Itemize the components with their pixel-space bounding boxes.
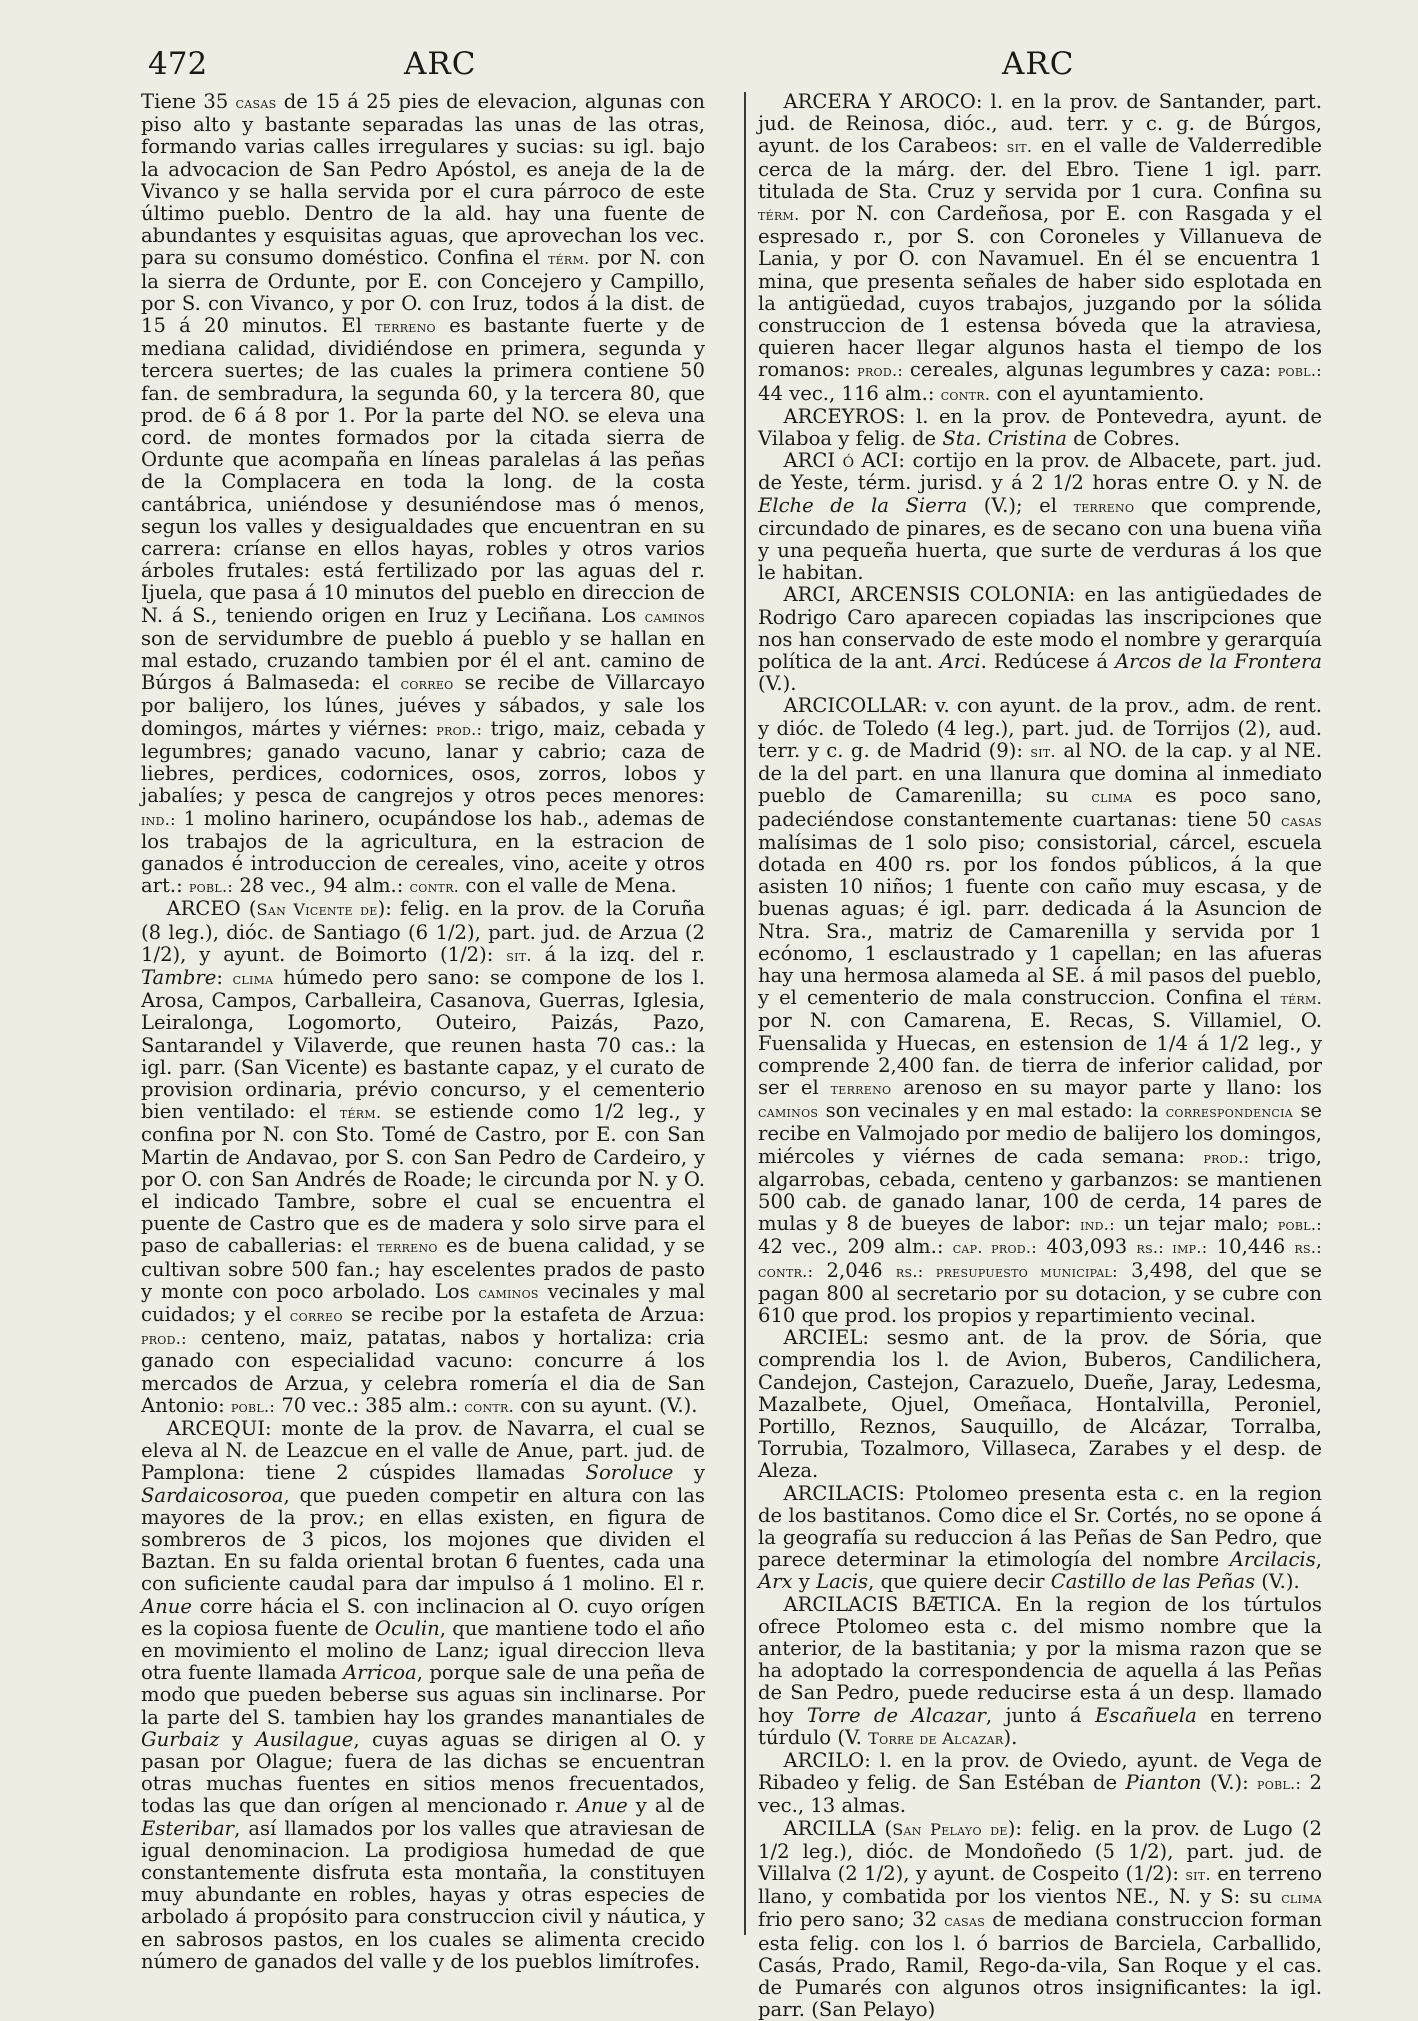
entry-arciel (758, 1327, 1322, 1482)
entry-text: : l. en la prov. de Santander, part. jud. de Reinosa, dióc., aud. terr. y c. g. de Búrgos, ayunt. de los Carabeos: (758, 90, 1323, 158)
entry-text: , (1315, 1548, 1322, 1572)
entry-text: Oculin (374, 1616, 440, 1640)
entry-text: clima (1091, 787, 1133, 807)
entry-text: pobl.: (1277, 361, 1322, 381)
entry-text: caminos (478, 1282, 539, 1302)
entry-text: de 15 á 25 pies de elevacion, algunas con piso alto y bastante separadas las unas de las otras, formando varias calles irregulares y sucias: su igl. bajo la advocacion de San Pedro Apóstol, es aneja de la de Vivanco y se halla servida por el cura párroco de este último pueblo. Dentro de la ald. hay una fuente de abundantes y esquisitas aguas, que aprovechan los vec. para su consumo doméstico. Confina el (141, 90, 705, 270)
entry-text: centeno, maiz, patatas, nabos y hortaliza: cria ganado con especialidad vacuno: concurre á los mercados de Arzua, y celebra romería el dia de San Antonio: (141, 1326, 705, 1417)
entry-text: en terreno llano, y combatida por los vientos NE., N. y S: su (758, 1862, 1323, 1909)
entry-text: prod.: (141, 1329, 187, 1349)
entry-text: caminos (644, 606, 705, 626)
entry-text: 3,498, del que se pagan 800 al secretario por su dotacion, y se cubre con 610 que prod. los propios y repartimiento vecinal. (758, 1258, 1322, 1327)
entry-text: sit. (506, 945, 532, 965)
entry-arci-colonia (758, 584, 1322, 695)
entry-text: por N. con Camarena, E. Recas, S. Villamiel, O. Fuensalida y Huecas, en estension de 1/4 á 1/2 leg., y comprende 2,400 fan. de tierra de inferior calidad, por ser el (758, 1009, 1322, 1099)
entry-text: pobl.: (1257, 1774, 1302, 1794)
entry-text: se estiende como 1/2 leg., y confina por N. con Sto. Tomé de Castro, por E. con San Martin de Andavao, por S. con San Pedro de Cardeiro, y por O. con San Andrés de Roade; le circunda por N. y O. el indicado Tambre, sobre el cual se encuentra el puente de Castro que es de madera y solo sirve para el paso de caballerias: el (141, 1100, 705, 1258)
entry-text: contr. (464, 1396, 514, 1416)
entry-arcequi (141, 1418, 705, 1973)
entry-text: Sardaicosoroa (141, 1483, 284, 1507)
entry-text: Anue (141, 1594, 192, 1618)
entry-text: Torre de Alcazar (806, 1703, 986, 1727)
entry-arceyros (758, 406, 1322, 450)
entry-text: Arci (939, 650, 981, 674)
entry-text: y (219, 1727, 256, 1751)
entry-text: , cuyas aguas se dirigen al O. y pasan por Olague; fuera de las dichas se encuentran otras muchas fuentes en sitios menos frecuentados, todas las que dan orígen al mencionado r. (141, 1727, 705, 1818)
entry-text: húmedo pero sano: se compone de los l. Arosa, Campos, Carballeira, Casanova, Guerras, Iglesia, Leiralonga, Logomorto, Outeiro, Paizás, Pazo, Santarandel y Vilaverde, que reunen hasta 70 cas.: la igl. parr. (San Vicente) es bastante capaz, y el curato de provision ordinaria, prévio concurso, y el cementerio bien ventilado: el (141, 965, 705, 1124)
entry-text: , que quiere decir (868, 1570, 1051, 1594)
entry-text: Arricoa (343, 1661, 417, 1685)
entry-text: y (673, 1461, 705, 1485)
entry-text: casas (944, 1911, 986, 1931)
entry-text: 1 molino harinero, ocupándose los hab., ademas de los trabajos de la agricultura, en la estracion de ganados é introduccion de cereales, vino, aceite y otros art.: (141, 806, 705, 898)
entry-text: rs.: contr.: (758, 1238, 1323, 1281)
entry-text: ind.: (141, 809, 176, 829)
entry-text: : sesmo ant. de la prov. de Sória, que comprendia los l. de Avion, Buberos, Candilichera, Candejon, Castejon, Carazuelo, Dueñe, Jaray, Ledesma, Mazalbete, Ojuel, Omeñaca, Hontalvilla, Peroniel, Portillo, Reznos, Sauquillo, de Alcázar, Torralba, Torrubia, Tozalmoro, Villaseca, Zarabes y el desp. de Aleza. (758, 1326, 1322, 1483)
entry-text: , junto á (985, 1703, 1095, 1727)
entry-headword: ARCIEL (783, 1326, 863, 1350)
entry-text: 2 vec., 13 almas. (758, 1771, 1322, 1818)
entry-text: casas (1281, 810, 1322, 830)
right-column (758, 90, 1323, 2021)
entry-text: , así llamados por los valles que atraviesan de igual denominacion. La prodigiosa humedad de que constantemente disfruta esta montaña, la constituyen muy abundante en robles, hayas y otras especies de arbolado á propósito para construccion civil y náutica, y en sabrosos pastos, en los cuales se alimenta crecido número de ganados del valle y de los pueblos limítrofes. (141, 1816, 705, 1973)
entry-text: es de buena calidad, y se cultivan sobre 500 fan.; hay escelentes prados de pasto y monte con poco arbolado. Los (141, 1234, 705, 1303)
entry-text: : l. en la prov. de Pontevedra, ayunt. de Vilaboa y felig. de (758, 404, 1322, 451)
entry-text: . Redúcese á (980, 650, 1115, 674)
entry-text: Soroluce (585, 1461, 674, 1485)
entry-text: pobl.: (188, 877, 234, 897)
entry-text: á la izq. del r. (531, 942, 706, 966)
entry-text: terreno (830, 1078, 892, 1098)
entry-text: por N. con la sierra de Ordunte, por E. con Concejero y Campillo, por S. con Vivanco, y por O. con Iruz, todos á la dist. de 15 á 20 minutos. El (141, 246, 705, 338)
entry-text: en terreno túrdulo (V. (758, 1703, 1322, 1749)
entry-text: pobl.: (1277, 1215, 1322, 1235)
entry-text: rs.: presupuesto municipal: (895, 1261, 1118, 1281)
entry-text: casas (235, 93, 277, 112)
entry-text: con el ayuntamiento. (990, 381, 1205, 405)
entry-text: : en las antigüedades de Rodrigo Caro aparecen copiadas las inscripciones que nos han conservado de este modo el nombre y gerarquía política de la ant. (758, 583, 1323, 674)
entry-text: térm. (1280, 989, 1322, 1009)
entry-text: 70 vec.: 385 alm.: (275, 1393, 465, 1417)
entry-text: San Vicente de (256, 900, 378, 920)
entry-text: ): felig. en la prov. de la Coruña (8 leg.), dióc. de Santiago (6 1/2), part. jud. de Arzua (2 1/2), y ayunt. de Boimorto (1/2): (141, 897, 706, 966)
entry-text: con el valle de Mena. (459, 874, 677, 898)
entry-arcilacis (758, 1483, 1322, 1594)
entry-text: se recibe por la estafeta de Arzua: (342, 1302, 706, 1326)
entry-text: Gurbaiz (141, 1727, 220, 1751)
entry-text: Arx (758, 1570, 793, 1594)
entry-text: cap. prod.: (952, 1238, 1037, 1258)
entry-text: clima (1281, 1888, 1322, 1908)
entry-text: 10,446 (1207, 1235, 1295, 1259)
entry-text: clima (232, 968, 274, 988)
entry-text: , que mantiene todo el año en movimiento el molino de Lanz; igual direccion lleva otra fuente llamada (141, 1616, 705, 1685)
entry-text: con su ayunt. (V.). (514, 1393, 698, 1417)
entry-text: : monte de la prov. de Navarra, el cual se eleva al N. de Leazcue en el valle de Anue, part. jud. de Pamplona: tiene 2 cúspides llamadas (141, 1416, 705, 1485)
right-running-head: ARC (1002, 46, 1075, 82)
entry-text: malísimas de 1 solo piso; consistorial, cárcel, escuela dotada en 400 rs. por los fondos públicos, á la que asisten 10 niños; 1 fuente con caño muy escasa, y de buenas aguas; é igl. parr. dedicada á la Asuncion de Ntra. Sra., matriz de Camarenilla y servida por 1 ecónomo, 1 esclaustrado y 1 capellan; en las afueras hay una hermosa alameda al SE. á mil pasos del pueblo, y el cementerio de mala construccion. Confina el (758, 830, 1322, 1010)
entry-arcicollar (758, 695, 1322, 1327)
entry-text: Torre de Alcazar (868, 1728, 1004, 1748)
entry-text: térm. (339, 1103, 382, 1123)
entry-arcilacis-baetica (758, 1594, 1322, 1750)
entry-text: contr. (940, 384, 991, 404)
entry-text: arenoso en su mayor parte y llano: los (891, 1075, 1322, 1099)
entry-headword: ARCILACIS (783, 1481, 899, 1505)
entry-text: 403,093 (1037, 1235, 1137, 1259)
entry-text: Tambre (141, 965, 217, 989)
entry-text: se recibe de Villarcayo por balijero, los lúnes, juéves y sábados, y sale los domingos, mártes y viérnes: (141, 671, 705, 740)
entry-text: sit. (1030, 741, 1056, 761)
entry-text: (V.): (1201, 1771, 1258, 1795)
entry-text: : cortijo en la prov. de Albacete, part. jud. de Yeste, térm. jurisd. y á 2 1/2 horas entre O. y N. de (758, 449, 1323, 495)
entry-text: Ausilague (255, 1727, 354, 1751)
entry-text: de mediana construccion forman esta felig. con los l. ó barrios de Barciela, Carballido, Casás, Prado, Ramil, Rego-da-vila, San Roque y el cas. de Pumarés con algunos otros insignificantes: la igl. parr. (San Pelayo) (758, 1908, 1322, 2021)
entry-text: cereales, algunas legumbres y caza: (903, 358, 1278, 382)
entry-headword: ARCI, ARCENSIS COLONIA (783, 583, 1069, 607)
entry-text: terreno (1073, 496, 1135, 516)
entry-text: correo (289, 1305, 343, 1325)
entry-text: : Ptolomeo presenta esta c. en la region de los bastitanos. Como dice el Sr. Cortés, no se opone á la geografía su reduccion á las Peñas de San Pedro, que parece determinar la etimología del nombre (758, 1481, 1322, 1572)
entry-text: prod.: (857, 361, 904, 381)
entry-arci (758, 450, 1322, 584)
entry-headword: ARCILO (783, 1749, 865, 1773)
entry-text: (V.). (758, 672, 797, 696)
entry-text: 28 vec., 94 alm.: (233, 874, 410, 898)
column-divider (744, 92, 746, 1935)
entry-text: ind.: (1080, 1215, 1115, 1235)
entry-text: es bastante fuerte y de mediana calidad, dividiéndose en primera, segunda y tercera suertes; de las cuales la primera contiene 50 fan. de sembradura, la segunda 60, y la tercera 80, que prod. de 6 á 8 por 1. Por la parte del NO. se eleva una cord. de montes formados por la citada sierra de Ordunte que acompaña en líneas paralelas á las peñas de la Complacera en toda la long. de la costa cantábrica, uniéndose y desuniéndose mas ó menos, segun los valles y desigualdades que encuentran en su carrera: críanse en ellos hayas, robles y otros varios árboles frutales: está fertilizado por las aguas del r. Ijuela, que pasa á 10 minutos del pueblo en direccion de N. á S., teniendo origen en Iruz y Leciñana. Los (141, 314, 705, 627)
entry-text: prod.: (436, 719, 483, 739)
entry-text: : v. con ayunt. de la prov., adm. de rent. y dióc. de Toledo (4 leg.), part. jud. de Torrijos (2), aud. terr. y c. g. de Madrid (9): (758, 694, 1322, 762)
entry-arceo (141, 898, 705, 1418)
entry-headword: ARCEO ( (166, 897, 257, 921)
entry-text: al NO. de la cap. y al NE. de la del part. en una llanura que domina al inmediato pueblo de Camarenilla; su (758, 738, 1322, 808)
entry-arcilla (758, 1818, 1322, 2021)
left-running-head: ARC (404, 46, 477, 82)
entry-text: vecinales y mal cuidados; y el (141, 1279, 706, 1326)
entry-text: : (216, 965, 233, 989)
entry-text: Esteribar (141, 1816, 235, 1840)
entry-text: San Pelayo de (892, 1819, 1008, 1839)
entry-text: es poco sano, padeciéndose constantemente cuartanas: tiene 50 (758, 784, 1322, 831)
entry-text: en el valle de Valderredible cerca de la márg. der. del Ebro. Tiene 1 igl. parr. titulada de Sta. Cruz y servida por 1 cura. Confina su (758, 134, 1322, 203)
entry-headword: ARCEQUI (166, 1416, 265, 1440)
entry-text: correo (400, 674, 454, 694)
entry-text: (V.); el (967, 493, 1074, 517)
entry-text: Arcos de la Frontera (1114, 650, 1322, 674)
entry-text: Escañuela (1094, 1703, 1197, 1727)
entry-headword: ARCILLA ( (783, 1816, 893, 1840)
left-column (141, 90, 706, 1973)
entry-text: contr. (409, 877, 460, 897)
entry-text: corre hácia el S. con inclinacion al O. cuyo orígen es la copiosa fuente de (141, 1594, 705, 1640)
entry-text: Castillo de las Peñas (1050, 1570, 1256, 1594)
entry-text: y al de (627, 1794, 705, 1818)
entry-text: 44 vec., 116 alm.: (758, 381, 941, 405)
entry-text: se recibe en Valmojado por medio de balijero los domingos, miércoles y viérnes de cada semana: (758, 1099, 1323, 1168)
entry-text: Sta. Cristina (942, 427, 1067, 451)
entry-headword: ARCILACIS BÆTICA (783, 1592, 996, 1616)
entry-headword: ARCEYROS (783, 404, 899, 428)
page-number: 472 (148, 46, 208, 82)
entry-text: correspondencia (1165, 1102, 1293, 1122)
entry-text: son vecinales y en mal estado: la (818, 1099, 1166, 1123)
entry-text: Anue (576, 1794, 628, 1818)
entry-text: trigo, algarrobas, cebada, centeno y garbanzos: se mantienen 500 cab. de ganado lanar, 100 de cerda, 14 pares de mulas y 8 de bueyes de labor: (758, 1144, 1322, 1236)
entry-continuation (141, 91, 705, 898)
entry-text: por N. con Cardeñosa, por E. con Rasgada y el espresado r., por S. con Coroneles y Villanueva de Lania, y por O. con Navamuel. En él se encuentra 1 mina, que presenta señales de haber sido esplotada en la antigüedad, cuyos trabajos, juzgando por la sólida construccion de 1 estensa bóveda que la atraviesa, quieren hacer llegar algunos hasta el tiempo de los romanos: (758, 202, 1322, 382)
entry-text: (V.). (1255, 1570, 1300, 1594)
entry-arcera (758, 91, 1322, 406)
entry-text: Pianton (1125, 1771, 1202, 1795)
entry-text: térm. (758, 205, 800, 225)
entry-text: 42 vec., 209 alm.: (758, 1235, 953, 1259)
entry-text: caminos (758, 1102, 819, 1122)
entry-text: Arcilacis (1229, 1548, 1316, 1572)
entry-text: trigo, maiz, cebada y legumbres; ganado vacuno, lanar y cabrio; caza de liebres, perdices, codornices, osos, zorros, lobos y jabalíes; y pesca de cangrejos y otros peces menores: (141, 716, 706, 808)
entry-text: . En la region de los túrtulos ofrece Ptolomeo esta c. del mismo nombre que la anterior, de la bastitania; y por la misma razon que se ha adoptado la correspondencia de aquella á las Peñas de San Pedro, puede reducirse esta á un desp. llamado hoy (758, 1592, 1322, 1727)
entry-text: rs.: imp.: (1136, 1238, 1208, 1258)
entry-text: prod.: (1203, 1147, 1250, 1167)
entry-text: ). (1003, 1725, 1018, 1749)
entry-headword: ARCI ó ACI (783, 449, 899, 473)
entry-text: son de servidumbre de pueblo á pueblo y se hallan en mal estado, cruzando tambien por él el ant. camino de Búrgos á Balmaseda: el (141, 626, 705, 695)
entry-text: terreno (377, 1237, 438, 1257)
entry-text: pobl.: (230, 1396, 276, 1416)
entry-text: Elche de la Sierra (758, 493, 968, 517)
entry-text: , porque sale de una peña de modo que pueden beberse sus aguas sin inclinarse. Por la parte del S. tambien hay los grandes manantiales de (141, 1661, 705, 1729)
entry-text: Lacis (816, 1570, 869, 1594)
entry-text: terreno (375, 317, 436, 337)
entry-text: frio pero sano; 32 (758, 1908, 945, 1932)
entry-headword: ARCICOLLAR (783, 694, 922, 718)
entry-text: de Cobres. (1066, 427, 1181, 451)
entry-text: , que pueden competir en altura con las mayores de la prov.; en ellas existen, en figura de sombreros de 3 picos, los mojones que dividen el Baztan. En su falda oriental brotan 6 fuentes, cada una con suficiente caudal para dar impulso á 1 molino. El r. (141, 1483, 705, 1596)
entry-text: sit. (1185, 1865, 1211, 1885)
entry-text: sit. (1006, 137, 1033, 157)
entry-text: que comprende, circundado de pinares, es de secano con una buena viña y una pequeña huerta, que surte de verduras á los que le habitan. (758, 493, 1322, 585)
entry-headword: ARCERA Y AROCO (783, 90, 976, 113)
entry-text: y (792, 1570, 817, 1594)
entry-text: : l. en la prov. de Oviedo, ayunt. de Vega de Ribadeo y felig. de San Estéban de (758, 1749, 1322, 1795)
entry-text: térm. (547, 249, 590, 269)
entry-text: ): felig. en la prov. de Lugo (2 1/2 leg.), dióc. de Mondoñedo (5 1/2), part. jud. de Villalva (2 1/2), y ayunt. de Cospeito (1/2): (758, 1816, 1322, 1886)
entry-text: 2,046 (813, 1258, 896, 1282)
entry-text: un tejar malo; (1114, 1212, 1278, 1236)
entry-arcilo (758, 1750, 1322, 1818)
entry-text: Tiene 35 (141, 90, 236, 113)
